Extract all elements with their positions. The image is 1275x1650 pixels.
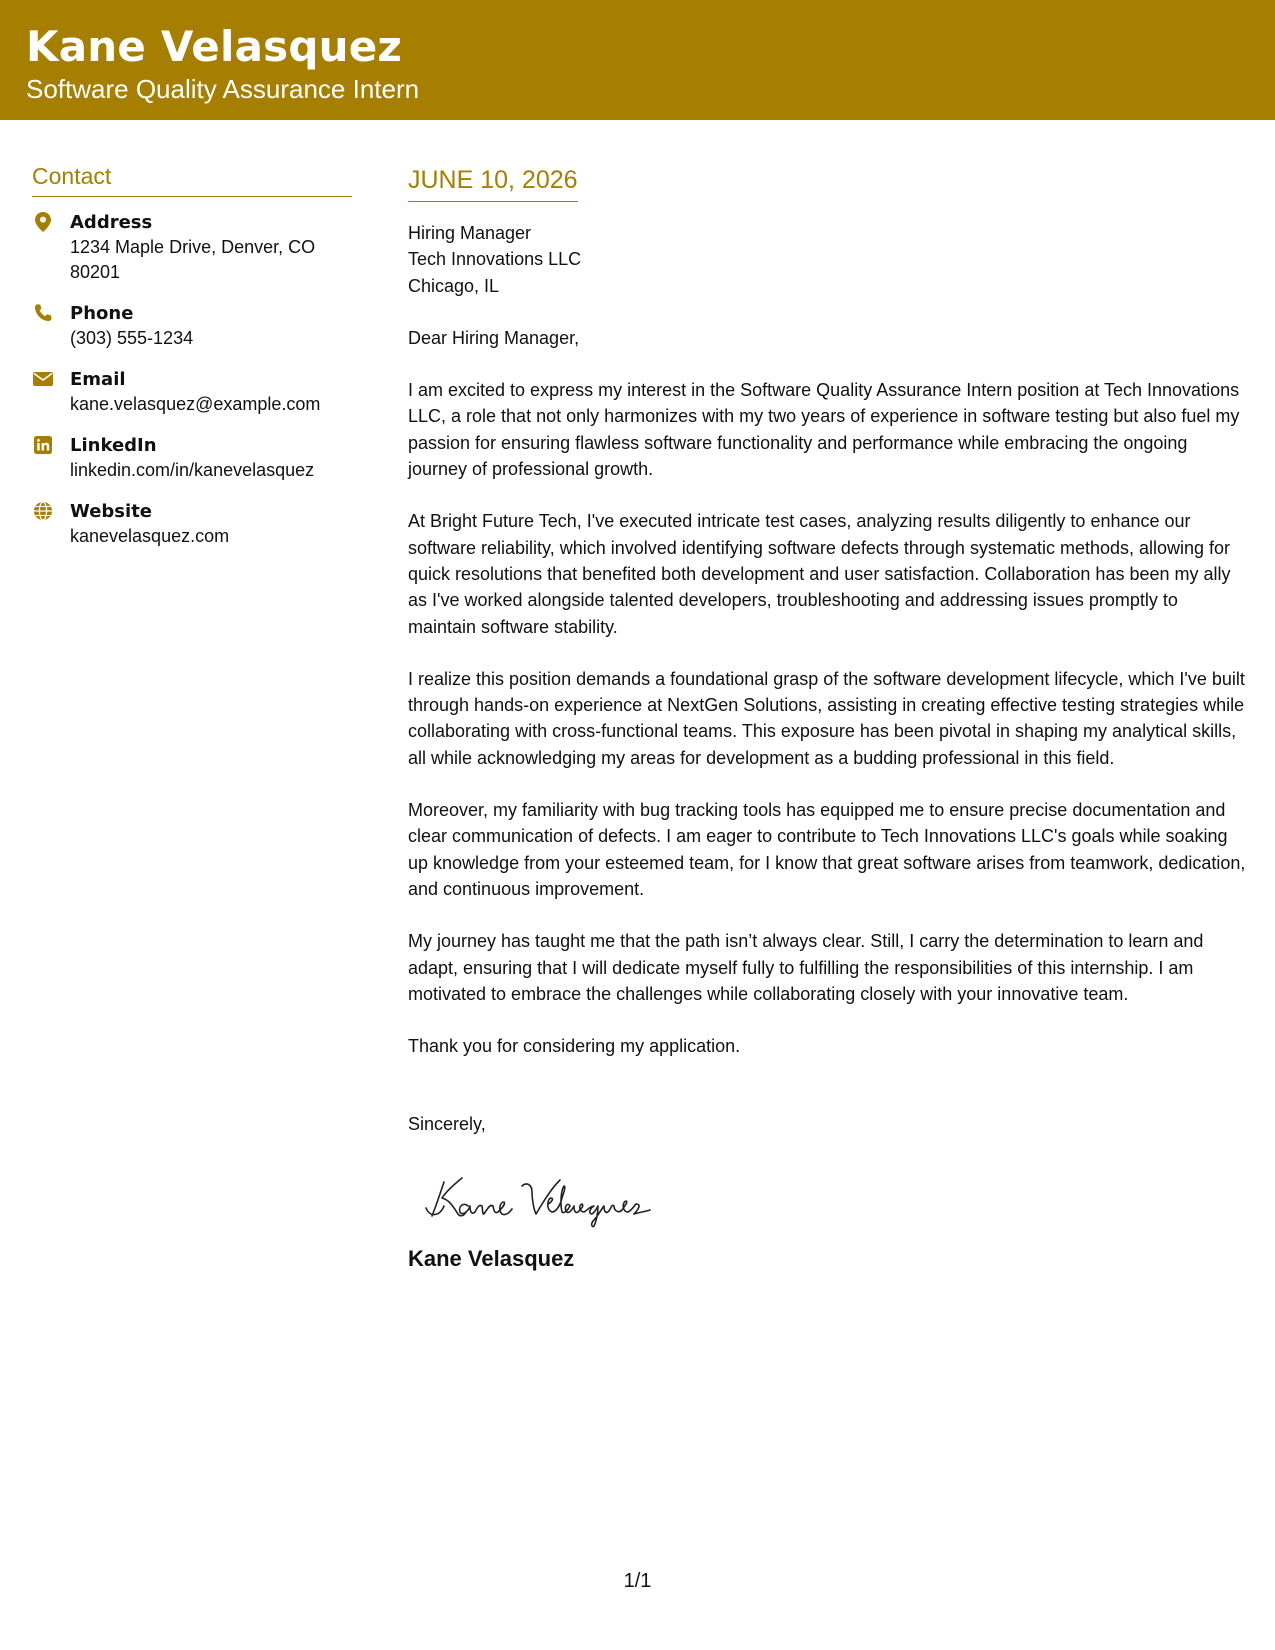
address-label: Address [70, 212, 153, 233]
linkedin-icon [32, 434, 54, 456]
linkedin-value[interactable]: linkedin.com/in/kanevelasquez [70, 460, 315, 480]
map-pin-icon [32, 211, 54, 233]
recipient-block [408, 220, 1250, 299]
contact-sidebar [32, 163, 352, 566]
website-value[interactable]: kanevelasquez.com [70, 526, 230, 546]
handwritten-signature [422, 1168, 1250, 1228]
recipient-company: Tech Innovations LLC [408, 249, 582, 270]
contact-phone [32, 302, 352, 351]
letter-date: JUNE 10, 2026 [408, 165, 578, 202]
contact-address [32, 211, 352, 285]
globe-icon [32, 500, 54, 522]
contact-email [32, 368, 352, 417]
website-label: Website [70, 501, 153, 522]
phone-icon [32, 302, 54, 324]
header-banner [0, 0, 1275, 120]
closing: Sincerely, [408, 1114, 486, 1135]
email-value[interactable]: kane.velasquez@example.com [70, 394, 321, 414]
email-label: Email [70, 369, 126, 390]
letter-body [408, 165, 1250, 1272]
contact-website [32, 500, 352, 549]
contact-linkedin [32, 434, 352, 483]
signed-name: Kane Velasquez [408, 1245, 575, 1271]
salutation: Dear Hiring Manager, [408, 327, 580, 348]
recipient-location: Chicago, IL [408, 275, 500, 296]
address-value: 1234 Maple Drive, Denver, CO 80201 [70, 237, 316, 282]
contact-section-title: Contact [32, 163, 352, 197]
candidate-role: Software Quality Assurance Intern [26, 74, 420, 104]
paragraph-3: I realize this position demands a foundational grasp of the software development lifecycle, which I've built through hands-on experience at NextGen Solutions, assisting in creating effective testing strategies while collaborating with cross-functional teams. This exposure has been pivotal in shaping my analytical skills, all while acknowledging my areas for development as a budding professional in this field. [408, 668, 1245, 768]
paragraph-2: At Bright Future Tech, I've executed intricate test cases, analyzing results diligently to enhance our software reliability, which involved identifying software defects through systematic methods, allowing for quick resolutions that benefited both development and user satisfaction. Collaboration has been my ally as I've worked alongside talented developers, troubleshooting and addressing issues promptly to maintain software stability. [408, 511, 1231, 637]
paragraph-5: My journey has taught me that the path isn’t always clear. Still, I carry the determination to learn and adapt, ensuring that I will dedicate myself fully to fulfilling the responsibilities of this internship. I am motivated to embrace the challenges while collaborating closely with your innovative team. [408, 931, 1204, 1004]
paragraph-6: Thank you for considering my application. [408, 1036, 741, 1057]
paragraph-1: I am excited to express my interest in the Software Quality Assurance Intern position at Tech Innovations LLC, a role that not only harmonizes with my two years of experience in software testing but also fuel my passion for ensuring flawless software functionality and performance while embracing the ongoing journey of professional growth. [408, 380, 1240, 480]
recipient-title: Hiring Manager [408, 223, 532, 243]
paragraph-4: Moreover, my familiarity with bug tracking tools has equipped me to ensure precise documentation and clear communication of defects. I am eager to contribute to Tech Innovations LLC's goals while soaking up knowledge from your esteemed team, for I know that great software arises from teamwork, dedication, and continuous improvement. [408, 800, 1246, 899]
page-number: 1/1 [623, 1570, 652, 1592]
phone-label: Phone [70, 303, 134, 324]
candidate-name: Kane Velasquez [26, 22, 403, 71]
envelope-icon [32, 368, 54, 390]
linkedin-label: LinkedIn [70, 435, 157, 456]
phone-value: (303) 555-1234 [70, 328, 194, 348]
